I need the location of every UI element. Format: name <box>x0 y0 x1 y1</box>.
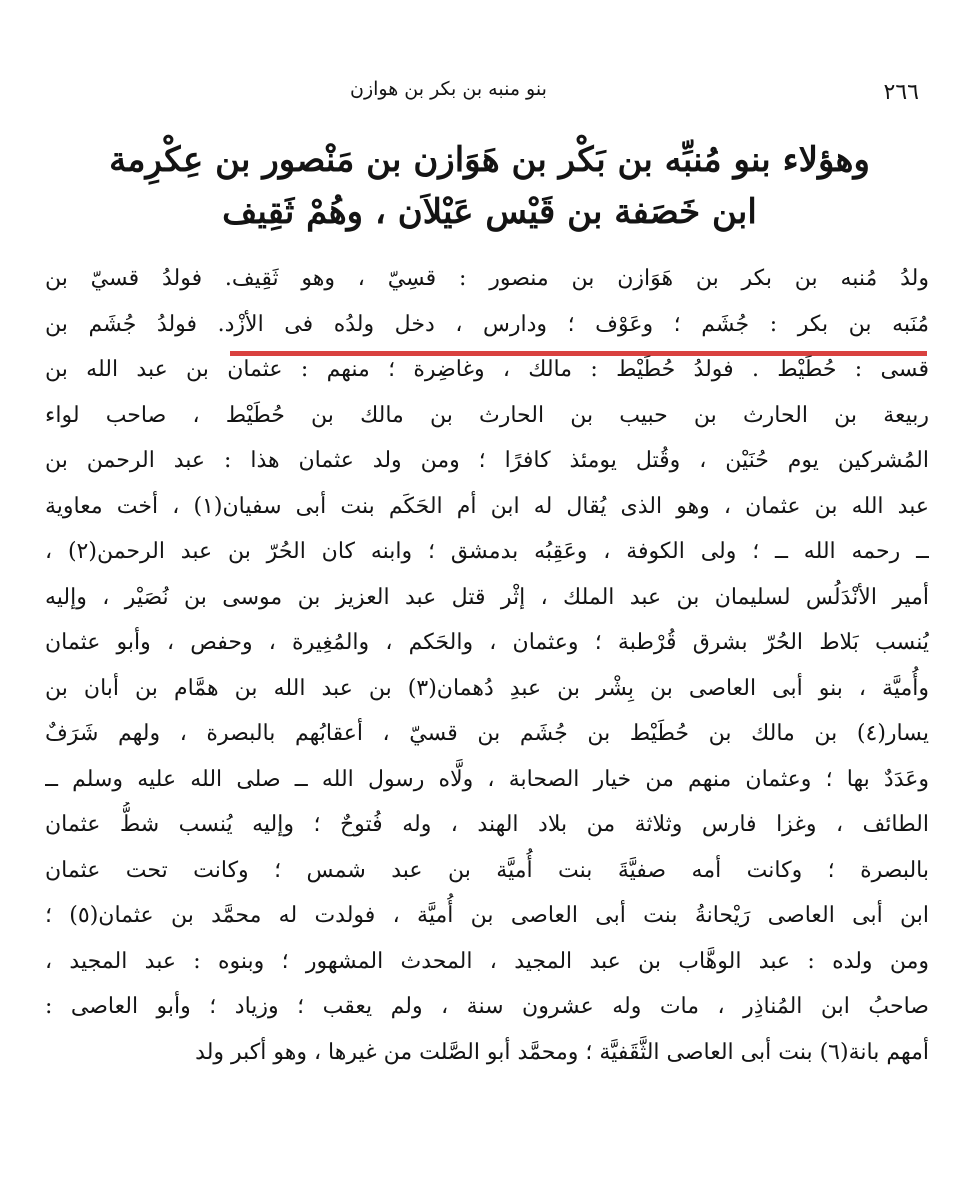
section-heading-line-1: وهؤلاء بنو مُنبِّه بن بَكْر بن هَوَازن بن مَنْصور بن عِكْرِمة <box>109 140 870 180</box>
text-line: ــ رحمه الله ــ ؛ ولى الكوفة ، وعَقِبُه بدمشق ؛ وابنه كان الحُرّ بن عبد الرحمن(٢) ، <box>45 539 929 564</box>
text-line: وأُميَّة ، بنو أبى العاصى بن بِشْر بن عبدِ دُهمان(٣) بن عبد الله بن همَّام بن أبان بن <box>45 675 929 701</box>
text-line: أمهم بانة(٦) بنت أبى العاصى الثَّقَفيَّة ؛ ومحمَّد أبو الصَّلت من غيرها ، وهو أكبر ولد <box>195 1039 929 1065</box>
page-number: ٢٦٦ <box>883 79 919 105</box>
text-line: ولدُ مُنبه بن بكر بن هَوَازن بن منصور : قسِيّ ، وهو ثَقِيف. فولدُ قسيّ بن <box>45 266 929 291</box>
text-line: وعَدَدٌ بها ؛ وعثمان منهم من خيار الصحابة ، ولَّاه رسول الله ــ صلى الله عليه وسلم ــ <box>45 766 929 792</box>
text-line: المُشركين يوم حُنَيْن ، وقُتل يومئذ كافرًا ؛ ومن ولد عثمان هذا : عبد الرحمن بن <box>45 448 929 473</box>
text-line: يُنسب بَلاط الحُرّ بشرق قُرْطبة ؛ وعثمان ، والحَكم ، والمُغِيرة ، وحفص ، وأبو عثمان <box>45 630 929 655</box>
text-line: ابن أبى العاصى رَيْحانةُ بنت أبى العاصى بن أُميَّة ، فولدت له محمَّد بن عثمان(٥) ؛ <box>45 903 929 928</box>
text-line: مُنَبه بن بكر : جُشَم ؛ وعَوْف ؛ ودارس ، دخل ولدُه فى الأزْد. فولدُ جُشَم بن <box>45 311 929 337</box>
text-line: قسى : حُطَيْط . فولدُ حُطَيْط : مالك ، وغاضِرة ؛ منهم : عثمان بن عبد الله بن <box>45 357 929 382</box>
text-line: يسار(٤) بن مالك بن حُطَيْط بن جُشَم بن قسيّ ، أعقابُهم بالبصرة ، ولهم شَرَفٌ <box>45 721 929 746</box>
text-line: الطائف ، وغزا فارس وثلاثة من بلاد الهند ، وله فُتوحٌ ؛ وإليه يُنسب شطُّ عثمان <box>45 812 929 837</box>
body-text <box>45 256 929 1075</box>
text-line: ومن ولده : عبد الوهَّاب بن عبد المجيد ، المحدث المشهور ؛ وبنوه : عبد المجيد ، <box>45 948 929 974</box>
text-line: ربيعة بن الحارث بن حبيب بن الحارث بن مالك بن حُطَيْط ، صاحب لواء <box>45 402 929 428</box>
page-header <box>60 74 919 110</box>
text-line: عبد الله بن عثمان ، وهو الذى يُقال له ابن أم الحَكَم بنت أبى سفيان(١) ، أخت معاوية <box>45 493 929 519</box>
text-line: بالبصرة ؛ وكانت أمه صفيَّةَ بنت أُميَّة بن عبد شمس ؛ وكانت تحت عثمان <box>45 857 929 883</box>
text-line: أمير الأنْدَلُس لسليمان بن عبد الملك ، إثْر قتل عبد العزيز بن موسى بن نُصَيْر ، وإليه <box>45 584 929 610</box>
text-line: صاحبُ ابن المُناذِر ، مات وله عشرون سنة ، ولم يعقب ؛ وزياد ؛ وأبو العاصى : <box>45 994 929 1019</box>
section-heading-line-2: ابن خَصَفة بن قَيْس عَيْلاَن ، وهُمْ ثَقِيف <box>222 192 757 232</box>
running-head: بنو منبه بن بكر بن هوازن <box>350 78 547 100</box>
